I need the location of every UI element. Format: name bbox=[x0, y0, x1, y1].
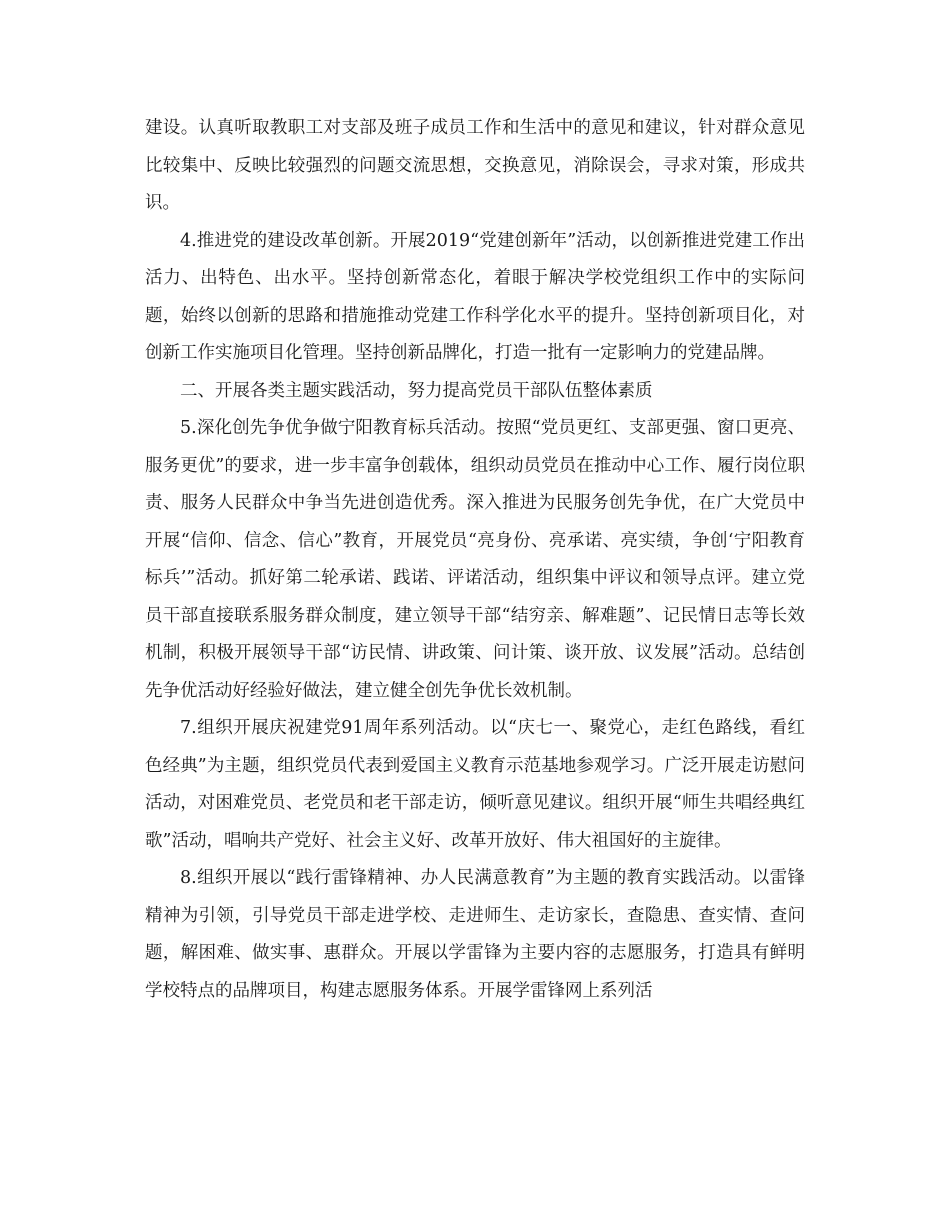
section-heading-2: 二、开展各类主题实践活动，努力提高党员干部队伍整体素质 bbox=[180, 380, 653, 401]
paragraph-item-8: 8.组织开展以“践行雷锋精神、办人民满意教育”为主题的教育实践活动。以雷锋精神为引领，引导党员干部走进学校、走进师生、走访家长，查隐患、查实情、查问题，解困难、做实事、惠群众。开展以学雷锋为主要内容的志愿服务，打造具有鲜明学校特点的品牌项目，构建志愿服务体系。开展学雷锋网上系列活 bbox=[145, 868, 805, 1001]
paragraph-item-7: 7.组织开展庆祝建党91周年系列活动。以“庆七一、聚党心，走红色路线，看红色经典”为主题，组织党员代表到爱国主义教育示范基地参观学习。广泛开展走访慰问活动，对困难党员、老党员和老干部走访，倾听意见建议。组织开展“师生共唱经典红歌”活动，唱响共产党好、社会主义好、改革开放好、伟大祖国好的主旋律。 bbox=[145, 718, 805, 851]
paragraph-continuation: 建设。认真听取教职工对支部及班子成员工作和生活中的意见和建议，针对群众意见比较集中、反映比较强烈的问题交流思想，交换意见，消除误会，寻求对策，形成共识。 bbox=[145, 118, 805, 213]
paragraph-item-4: 4.推进党的建设改革创新。开展2019“党建创新年”活动，以创新推进党建工作出活力、出特色、出水平。坚持创新常态化，着眼于解决学校党组织工作中的实际问题，始终以创新的思路和措施推动党建工作科学化水平的提升。坚持创新项目化，对创新工作实施项目化管理。坚持创新品牌化，打造一批有一定影响力的党建品牌。 bbox=[145, 230, 805, 363]
document-body bbox=[145, 110, 805, 1010]
paragraph-item-5: 5.深化创先争优争做宁阳教育标兵活动。按照“党员更红、支部更强、窗口更亮、服务更优”的要求，进一步丰富争创载体，组织动员党员在推动中心工作、履行岗位职责、服务人民群众中争当先进创造优秀。深入推进为民服务创先争优，在广大党员中开展“信仰、信念、信心”教育，开展党员“亮身份、亮承诺、亮实绩，争创‘宁阳教育标兵’”活动。抓好第二轮承诺、践诺、评诺活动，组织集中评议和领导点评。建立党员干部直接联系服务群众制度，建立领导干部“结穷亲、解难题”、记民情日志等长效机制，积极开展领导干部“访民情、讲政策、问计策、谈开放、议发展”活动。总结创先争优活动好经验好做法，建立健全创先争优长效机制。 bbox=[145, 418, 805, 701]
